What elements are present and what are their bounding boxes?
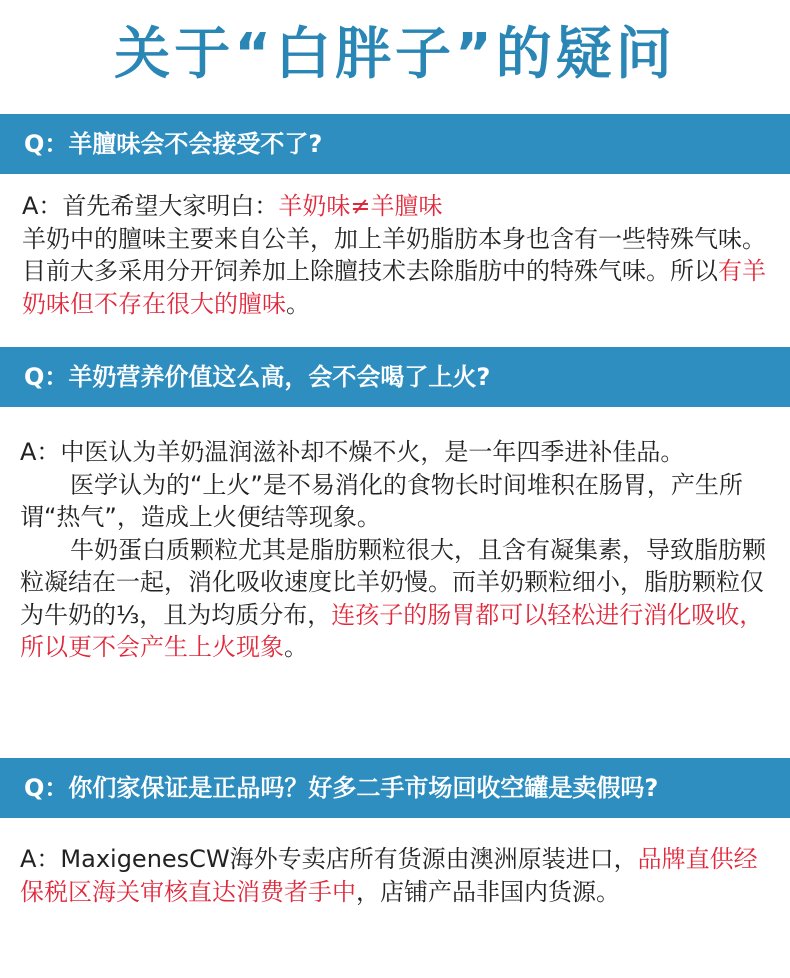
answer-2-paragraph-3-text: 牛奶蛋白质颗粒尤其是脂肪颗粒很大，且含有凝集素，导致脂肪颗粒凝结在一起，消化吸收速度比羊奶慢。而羊奶颗粒细小，脂肪颗粒仅为牛奶的⅓，且为均质分布，: [20, 535, 766, 629]
question-2-text: Q：羊奶营养价值这么高，会不会喝了上火?: [24, 363, 491, 391]
page-title: 关于“白胖子”的疑问: [114, 22, 676, 87]
answer-3-text: A：MaxigenesCW海外专卖店所有货源由澳洲原装进口，: [20, 845, 638, 873]
question-bar-2: [0, 347, 790, 407]
answer-1-prefix: A：首先希望大家明白：: [22, 192, 279, 220]
answer-1-paragraph: [22, 223, 770, 321]
answer-1-body-end: 。: [286, 289, 310, 318]
answer-3-end: ，店铺产品非国内货源。: [356, 877, 620, 906]
answer-2-end: 。: [284, 633, 308, 661]
answer-2: [20, 436, 770, 664]
answer-2-paragraph-3: [20, 534, 770, 664]
question-bar-1: [0, 114, 790, 174]
answer-2-paragraph-2: [20, 469, 770, 534]
answer-3-highlight: 品牌直供经保税区海关审核直达消费者手中: [20, 845, 758, 906]
answer-1-highlight: 羊奶味≠羊膻味: [278, 192, 443, 220]
question-1-text: Q：羊膻味会不会接受不了?: [24, 130, 323, 158]
question-bar-3: [0, 758, 790, 818]
answer-1-line-1: [22, 190, 770, 223]
question-3-text: Q：你们家保证是正品吗？好多二手市场回收空罐是卖假吗?: [24, 774, 659, 802]
answer-1-body-highlight: 有羊奶味但不存在很大的膻味: [22, 257, 766, 318]
answer-3: [20, 843, 770, 908]
answer-2-paragraph-1: A：中医认为羊奶温润滋补却不燥不火，是一年四季进补佳品。: [20, 438, 685, 466]
answer-2-highlight: 连孩子的肠胃都可以轻松进行消化吸收，所以更不会产生上火现象: [20, 600, 764, 661]
answer-1: [22, 190, 770, 320]
answer-1-body: 羊奶中的膻味主要来自公羊，加上羊奶脂肪本身也含有一些特殊气味。目前大多采用分开饲养加上除膻技术去除脂肪中的特殊气味。所以: [22, 224, 766, 285]
answer-2-paragraph-2-text: 医学认为的“上火”是不易消化的食物长时间堆积在肠胃，产生所谓“热气”，造成上火便结等现象。: [20, 470, 743, 531]
